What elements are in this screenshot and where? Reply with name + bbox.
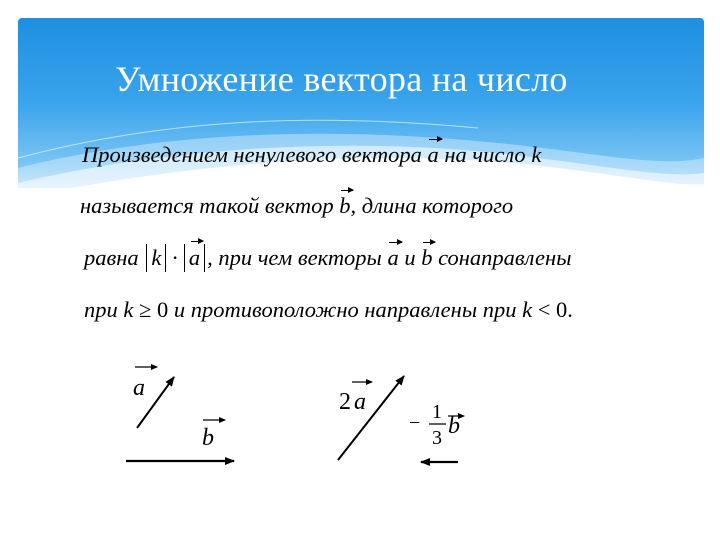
- fraction-denominator: 3: [432, 427, 442, 449]
- lt-zero: < 0.: [537, 297, 573, 322]
- label-vector-b: b: [202, 425, 214, 451]
- label-vector-2a: a: [354, 389, 366, 415]
- k-symbol: k: [151, 245, 162, 270]
- geq-zero: ≥ 0: [139, 297, 169, 322]
- definition-text: называется такой вектор: [80, 193, 340, 218]
- k-symbol: k: [123, 297, 134, 322]
- definition-text: Произведением ненулевого вектора: [82, 142, 428, 167]
- vector-a-symbol: a: [427, 142, 439, 167]
- vector-a-symbol: a: [188, 245, 201, 270]
- k-symbol: k: [531, 142, 542, 167]
- label-vector-b-scaled: b: [448, 413, 460, 439]
- vector-a-symbol: a: [387, 245, 399, 270]
- label-2-coefficient: 2: [339, 389, 351, 415]
- definition-text: и противоположно направлены при: [168, 297, 523, 322]
- definition-text: при: [84, 297, 124, 322]
- definition-text: сонаправлены: [432, 245, 572, 270]
- definition-text: , длина которого: [350, 193, 514, 218]
- dot-operator: ·: [171, 245, 179, 270]
- minus-sign: −: [409, 412, 421, 434]
- definition-text: и: [398, 245, 422, 270]
- label-vector-a: a: [133, 375, 145, 401]
- fraction-numerator: 1: [432, 401, 442, 423]
- definition-text: , при чем векторы: [207, 245, 388, 270]
- k-symbol: k: [522, 297, 533, 322]
- slide-title: Умножение вектора на число: [115, 59, 568, 99]
- definition-text: равна: [84, 245, 145, 270]
- vector-b-symbol: b: [339, 193, 351, 218]
- vector-b-symbol: b: [421, 245, 433, 270]
- definition-text: на число: [438, 142, 532, 167]
